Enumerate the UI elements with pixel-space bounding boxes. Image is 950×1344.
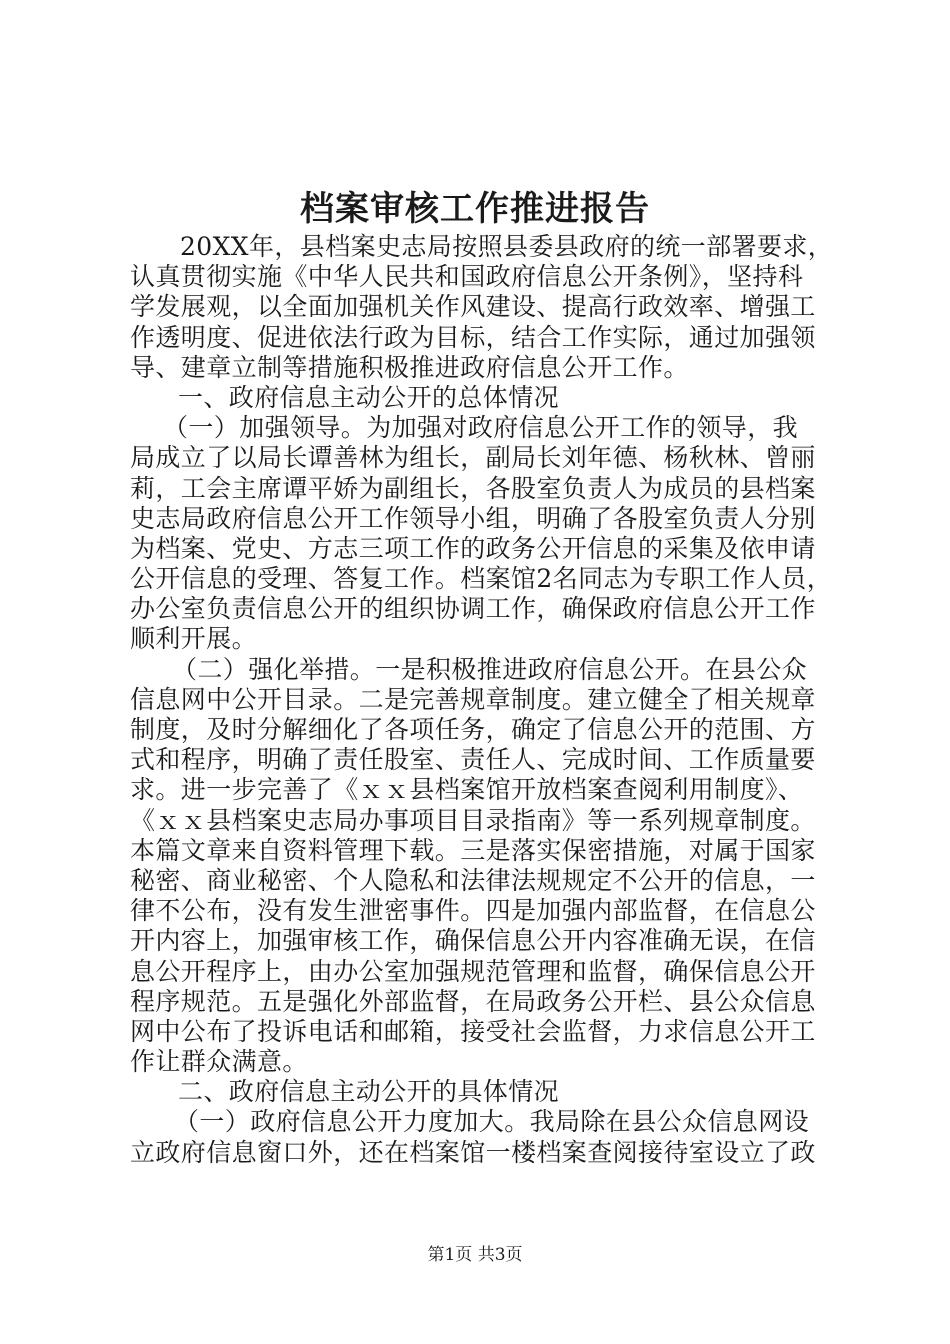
- paragraph-line: 本篇文章来自资料管理下载。三是落实保密措施，对属于国家: [130, 835, 816, 865]
- paragraph-line: 顺利开展。: [130, 624, 258, 654]
- paragraph-line: 开内容上，加强审核工作，确保信息公开内容准确无误，在信: [130, 926, 816, 956]
- paragraph-line: 律不公布，没有发生泄密事件。四是加强内部监督，在信息公: [130, 896, 816, 926]
- section-heading: 一、政府信息主动公开的总体情况: [178, 382, 560, 412]
- paragraph-line: 20XX年，县档案史志局按照县委县政府的统一部署要求，: [180, 232, 834, 261]
- paragraph-line: 程序规范。五是强化外部监督，在局政务公开栏、县公众信息: [130, 986, 816, 1016]
- paragraph-line: 局成立了以局长谭善林为组长，副局长刘年德、杨秋林、曾丽: [130, 443, 816, 473]
- paragraph-line: 秘密、商业秘密、个人隐私和法律法规规定不公开的信息，一: [130, 865, 816, 895]
- paragraph-line: 作让群众满意。: [130, 1047, 308, 1077]
- paragraph-line: 息公开程序上，由办公室加强规范管理和监督，确保信息公开: [130, 956, 816, 986]
- paragraph-line: 学发展观，以全面加强机关作风建设、提高行政效率、增强工: [130, 292, 816, 322]
- paragraph-line: 网中公布了投诉电话和邮箱，接受社会监督，力求信息公开工: [130, 1016, 816, 1046]
- paragraph-line: 史志局政府信息公开工作领导小组，明确了各股室负责人分别: [130, 503, 816, 533]
- document-body: [130, 232, 834, 1168]
- page-number-footer: 第1页 共3页: [427, 1245, 523, 1265]
- paragraph-line: 立政府信息窗口外，还在档案馆一楼档案查阅接待室设立了政: [130, 1137, 816, 1167]
- paragraph-line: 《ｘｘ县档案史志局办事项目目录指南》等一系列规章制度。: [130, 805, 816, 835]
- paragraph-line: 莉，工会主席谭平娇为副组长，各股室负责人为成员的县档案: [130, 473, 816, 503]
- paragraph-line: 认真贯彻实施《中华人民共和国政府信息公开条例》，坚持科: [130, 262, 804, 292]
- paragraph-line: 制度，及时分解细化了各项任务，确定了信息公开的范围、方: [130, 715, 816, 744]
- paragraph-line: 信息网中公开目录。二是完善规章制度。建立健全了相关规章: [130, 684, 816, 714]
- subsection-line: （二）强化举措。一是积极推进政府信息公开。在县公众: [172, 654, 808, 684]
- paragraph-line: 式和程序，明确了责任股室、责任人、完成时间、工作质量要: [130, 745, 816, 775]
- paragraph-line: 办公室负责信息公开的组织协调工作，确保政府信息公开工作: [130, 594, 816, 624]
- paragraph-line: 公开信息的受理、答复工作。档案馆2名同志为专职工作人员，: [130, 564, 833, 594]
- document-title: 档案审核工作推进报告: [300, 189, 650, 229]
- paragraph-line: 为档案、党史、方志三项工作的政务公开信息的采集及依申请: [130, 533, 816, 563]
- paragraph-line: 导、建章立制等措施积极推进政府信息公开工作。: [130, 352, 689, 382]
- paragraph-line: 求。进一步完善了《ｘｘ县档案馆开放档案查阅利用制度》、: [130, 775, 804, 805]
- subsection-line: （一）政府信息公开力度加大。我局除在县公众信息网设: [174, 1107, 810, 1137]
- section-heading: 二、政府信息主动公开的具体情况: [178, 1077, 560, 1107]
- paragraph-line: 作透明度、促进依法行政为目标，结合工作实际，通过加强领: [130, 322, 816, 352]
- subsection-line: （一）加强领导。为加强对政府信息公开工作的领导，我: [163, 413, 799, 443]
